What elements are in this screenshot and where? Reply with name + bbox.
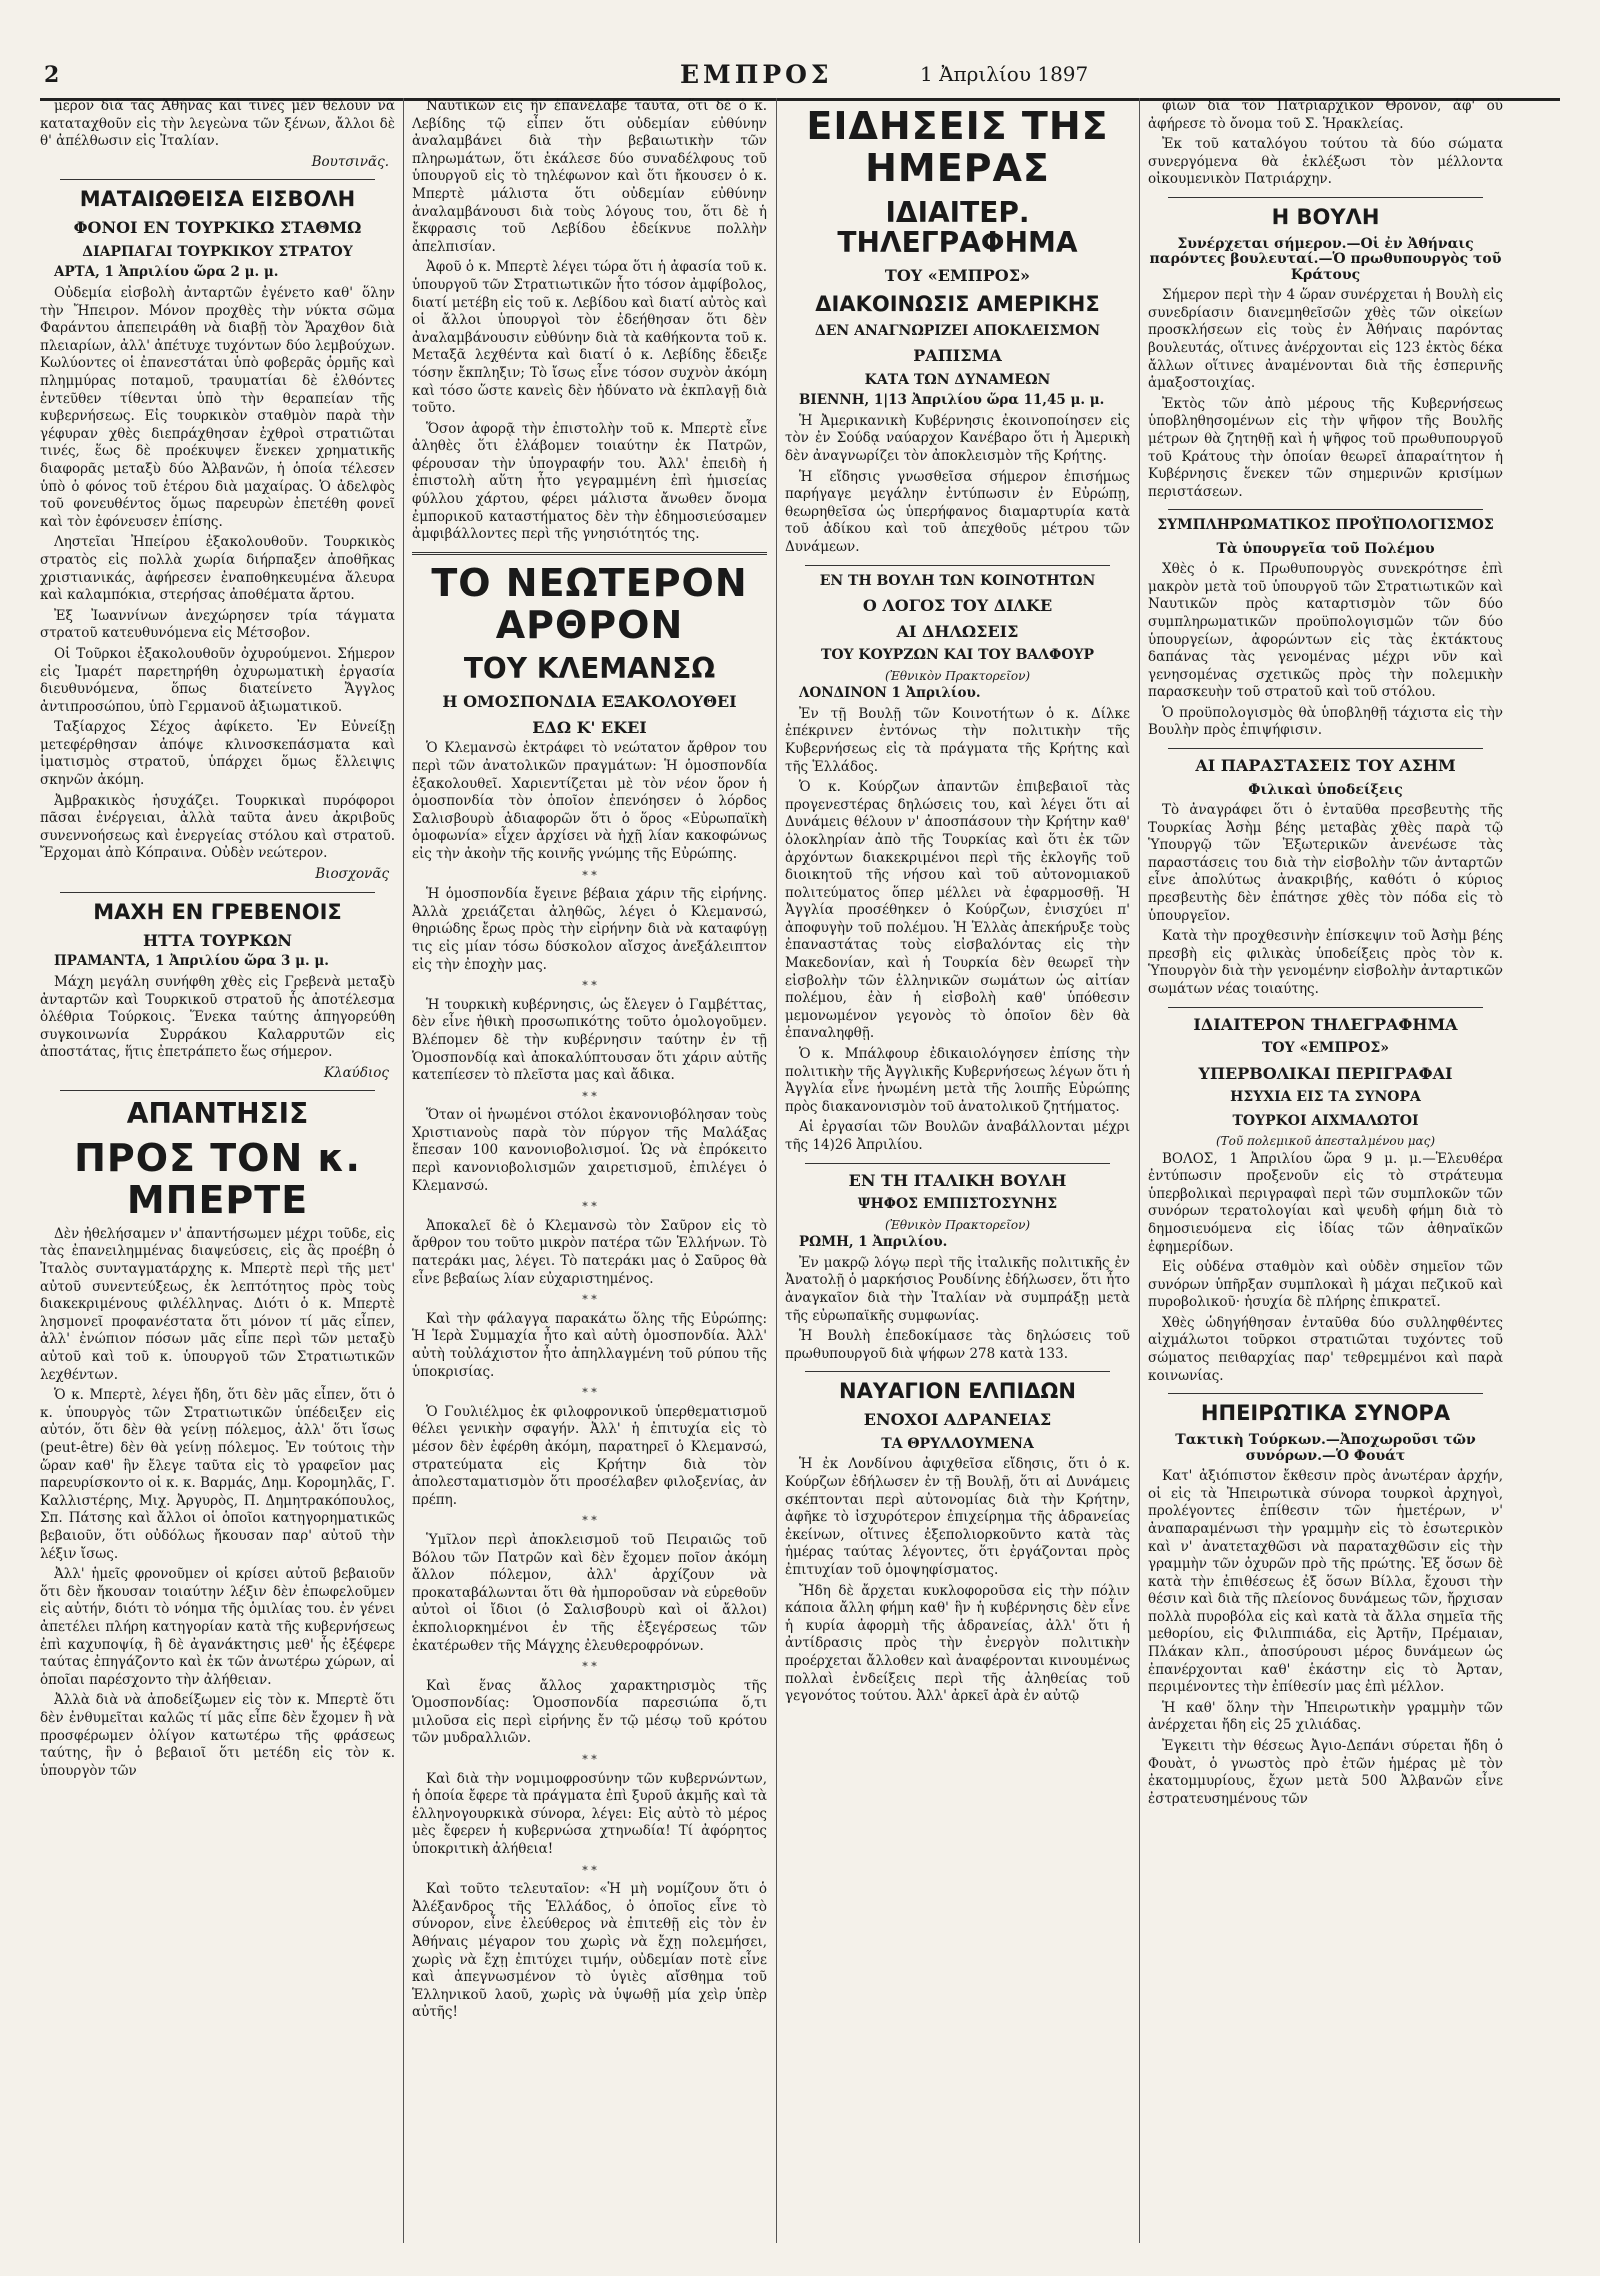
article-text: Ἡ τουρκικὴ κυβέρνησις, ὡς ἔλεγεν ὁ Γαμβέττας, δὲν εἶνε ἠθικὴ προσωπικότης τοῦτο ὁμολογοῦμεν. Βλέπομεν δὲ τὴν κυβέρνησιν ταύτην ἐν τῇ Ὁμοσπονδίᾳ καὶ ἀποκαλύπτουσαν ὅτι χάριν αὐτῆς κατεπίεσεν τὸ πλεῖστα μας καὶ ἄδικα. [412,996,767,1084]
subheadline: ΔΙΑΡΠΑΓΑΙ ΤΟΥΡΚΙΚΟΥ ΣΤΡΑΤΟΥ [82,244,353,261]
divider [60,179,375,180]
subheadline: Τὰ ὑπουργεῖα τοῦ Πολέμου [1216,540,1435,557]
divider [1168,197,1483,198]
page-number: 2 [44,62,60,88]
article-text: Ἐκτὸς τῶν ἀπὸ μέρους τῆς Κυβερνήσεως ὑποβληθησομένων εἰς τὴν ψῆφον τῆς Βουλῆς μέτρων θὰ ζητηθῇ καὶ ἡ ψῆφος τοῦ πρωθυπουργοῦ τοῦ Κράτους τὴν ὁποίαν θεωρεῖ ἀπαραίτητον ἡ Κυβέρνησις ἕνεκεν τῶν σημερινῶν κρισίμων περιστάσεων. [1148,395,1503,500]
article-text: Τὸ ἀναγράφει ὅτι ὁ ἐνταῦθα πρεσβευτὴς τῆς Τουρκίας Ἀσὴμ βέης μεταβὰς χθὲς παρὰ τῷ Ὑπουργῷ τῶν Ἐξωτερικῶν ἀνενέωσε τὰς παραστάσεις του διὰ τὴν εἰσβολὴν τῶν ἀνταρτῶν εἶνε ἀπολύτως ἀνακριβής, καθότι ὁ κύριος πρεσβευτὴς δὲν ἐπάτησε χθὲς τὸν πόδα εἰς τὸ ὑπουργεῖον. [1148,802,1503,924]
masthead [40,40,1560,92]
headline: ΤΟΥ ΚΛΕΜΑΝΣΩ [463,652,716,686]
column-1 [40,98,395,2243]
column-divider [1139,98,1140,2243]
separator-stars: * * [582,979,597,993]
subheadline: ΦΟΝΟΙ ΕΝ ΤΟΥΡΚΙΚΩ ΣΤΑΘΜΩ [73,218,362,238]
separator-stars: * * [582,1386,597,1400]
article-text: μερον διὰ τὰς Ἀθήνας καὶ τινὲς μὲν θέλουν νὰ καταταχθοῦν εἰς τὴν λεγεὼνα τῶν ξένων, ἄλλοι δὲ θ' ἀπέλθωσιν εἰς Ἰταλίαν. [40,98,395,150]
article-text: Ἀλλ' ἡμεῖς φρονοῦμεν οἱ κρίσει αὐτοῦ βεβαιοῦν ὅτι δὲν ἤκουσαν τοιαύτην λέξιν δὲν ἐπωφελοῦμεν εἰς αὐτήν, διότι τὸ νόημα τῆς ὁμιλίας του. ἐν γένει ἀπετέλει πλήρη κατηγορίαν κατὰ τῆς κυβερνήσεως ἐπὶ καχυποψίᾳ, ἢ δὲ ἀγανάκτησις μεθ' ἧς ἐξέφερε ταύτας ἐπηγάζοντο καὶ ἐκ τῶν ἀνωτέρω χώρων, αἱ ὁποῖαι παρέσχοντο τὴν ἀλήθειαν. [40,1566,395,1688]
article-text: Ὑμῖλον περὶ ἀποκλεισμοῦ τοῦ Πειραιῶς τοῦ Βόλου τῶν Πατρῶν καὶ δὲν ἔχομεν ποῖον ἀκόμη ἄλλον πόλεμον, ἀλλ' ἀρχίζουν νὰ προκαταβάλωνται ὅτι θὰ ἠμποροῦσαν νὰ εὑρεθοῦν αὐτοὶ οἱ ἴδιοι (ὁ Σαλισβουρὺ καὶ οἱ ἄλλοι) ἐκπολιορκημένοι ἐν τῆς ἐξεγέρσεως τῶν ἐκατέρωθεν τῆς Μάγχης ἐλευθεροφρόνων. [412,1531,767,1654]
subheadline: Τακτικὴ Τούρκων.—Ἀποχωροῦσι τῶν συνόρων.—Ὁ Φουάτ [1175,1432,1476,1464]
headline: ΠΡΟΣ ΤΟΝ κ. ΜΠΕΡΤΕ [74,1136,361,1223]
separator-stars: * * [582,1200,597,1214]
article-text: φίων διὰ τὸν Πατριαρχικὸν Θρόνον, ἀφ' οὗ ἀφήρεσε τὸ ὄνομα τοῦ Σ. Ἡρακλείας. [1148,98,1503,132]
article-text: Καὶ ἕνας ἄλλος χαρακτηρισμὸς τῆς Ὁμοσπονδίας: Ὁμοσπονδία παρεσιώπα ὅ,τι μιλοῦσα εἰς περὶ εἰρήνης ἔν τῷ μέσῳ τοῦ κρότου τῶν μυδραλλιῶν. [412,1677,767,1747]
article-text: ΒΟΛΟΣ, 1 Ἀπριλίου ὥρα 9 μ. μ.—Ἑλευθέρα ἐντύπωσιν προξενοῦν εἰς τὸ στράτευμα ὑπερβολικαὶ περιγραφαὶ περὶ τῶν συμπλοκῶν τῶν συνόρων τερατολογίαι καὶ ψευδὴ φήμη διὰ τὸ δημοσιευόμενα εἰς ἰδίας τῶν ἀθηναϊκῶν ἐφημερίδων. [1148,1150,1503,1255]
subheadline: ΤΑ ΘΡΥΛΛΟΥΜΕΝΑ [881,1436,1034,1453]
divider [1168,1007,1483,1008]
article-text: Ἤδη δὲ ἄρχεται κυκλοφοροῦσα εἰς τὴν πόλιν κάποια ἄλλη φήμη καθ' ἣν ἡ κυβέρνησις δὲν εἶνε ἡ κυρία ἀφορμὴ τῆς ἀδρανείας, ἀλλ' ὅτι ἡ ἀντίδρασις πρὸς τὴν ἐνεργὸν πολιτικὴν προέρχεται ἄλλοθεν καὶ ἀναφέρονται κινουμένως πολλαὶ ἐνδείξεις περὶ τῆς ἀληθείας τοῦ γεγονότος τούτου. Ἀλλ' ἀρκεῖ ἀρὰ ἐν αὐτῷ [785,1582,1130,1705]
article-text: Ἀφοῦ ὁ κ. Μπερτὲ λέγει τώρα ὅτι ἡ ἀφασία τοῦ κ. ὑπουργοῦ τῶν Στρατιωτικῶν ἦτο τόσον ἀμφίβολος, διατί μετέβη εἰς τοῦ κ. Λεβίδου καὶ διατί αὐτὸς καὶ οἱ ἄλλοι ὑπουργοὶ τὸν ἐδεήθησαν ὅτι δὲν ἀναλαμβάνουσιν εὐθύνην διὰ τὰ καθήκοντα τοῦ κ. Μεταξᾶ λεχθέντα καὶ διατί ὁ κ. Λεβίδης ἔδειξε τόσην ἔκπληξιν; Τὸ ἴσως εἶνε τόσον συχνὸν ἀκόμη καὶ τόσο ὥστε κανεὶς δὲν ἠδύνατο νὰ ἐκπλαγῇ διὰ τοῦτο. [412,259,767,417]
subheadline: ΕΔΩ Κ' ΕΚΕΙ [532,717,647,737]
article-signature: Βουτσινᾶς. [311,153,389,170]
headline: ΣΥΜΠΛΗΡΩΜΑΤΙΚΟΣ ΠΡΟΫΠΟΛΟΓΙΣΜΟΣ [1157,517,1494,534]
article-text: Δὲν ἠθελήσαμεν ν' ἀπαντήσωμεν μέχρι τοῦδε, εἰς τὰς ἐπανειλημμένας διαψεύσεις, εἰς ἃς προέβη ὁ Ἰταλὸς συνταγματάρχης κ. Μπερτὲ περὶ τῆς μετ' αὐτοῦ συνεντεύξεως, ἐκ λεπτότητος πρὸς τοὺς διακεκριμένους φιλέλληνας. Διότι ὁ κ. Μπερτὲ λησμονεῖ προφανέστατα ὅτι μόνον τί μᾶς εἶπεν, ἀλλ' ἐνώπιον πόσων μᾶς εἶπε περὶ τῶν μεταξὺ αὐτοῦ καὶ τοῦ κ. ὑπουργοῦ τῶν Στρατιωτικῶν λεχθέντων. [40,1225,395,1383]
divider [805,1163,1110,1164]
column-2 [412,98,767,2243]
news-source: (Ἐθνικὸν Πρακτορεῖον) [884,668,1031,683]
dateline: ΠΡΑΜΑΝΤΑ, 1 Ἀπριλίου ὥρα 3 μ. μ. [54,953,329,970]
divider [1168,1393,1483,1394]
subheadline: ΤΟΥ «ΕΜΠΡΟΣ» [1262,1040,1389,1057]
subheadline: ΕΝΟΧΟΙ ΑΔΡΑΝΕΙΑΣ [863,1410,1052,1430]
separator-stars: * * [582,1753,597,1767]
article-signature: Βιοσχονᾶς [315,866,389,883]
headline: ΙΔΙΑΙΤΕΡΟΝ ΤΗΛΕΓΡΑΦΗΜΑ [1193,1014,1458,1034]
news-source: (Τοῦ πολεμικοῦ ἀπεσταλμένου μας) [1215,1133,1436,1148]
dateline: ΛΟΝΔΙΝΟΝ 1 Ἀπριλίου. [799,685,981,702]
headline: Η ΒΟΥΛΗ [1271,204,1380,229]
article-text: Ἡ ἐκ Λονδίνου ἀφιχθεῖσα εἴδησις, ὅτι ὁ κ. Κούρζων ἐδήλωσεν ἐν τῇ Βουλῇ, ὅτι αἱ Δυνάμεις σκέπτονται περὶ αὐτονομίας διὰ τὴν Κρήτην, ἀφῆκε τὸ ἰσχυρότερον ἐπιχείρημα τῆς ἀδρανείας ἐκείνων, οἵτινες ἐξεπολιορκοῦντο κατὰ τὰς ἡμέρας ταύτας λέγοντες, ὅτι ἐργάζονται πρὸς ἐπιτυχίαν τοῦ ὁμοψηφίσματος. [785,1456,1130,1578]
article-text: Χθὲς ὡδηγήθησαν ἐνταῦθα δύο συλληφθέντες αἰχμάλωτοι τοῦρκοι στρατιῶται τυχόντες τοῦ σώματος πειθαρχίας παρ' τεθρεμμένοι καὶ παρὰ κοινωνίας. [1148,1314,1503,1384]
divider [60,892,375,893]
article-text: Ναυτικῶν εἰς ἣν ἐπανέλαβε ταῦτα, ὅτι δὲ ὁ κ. Λεβίδης τῷ εἶπεν ὅτι οὐδεμίαν εὐθύνην ἀναλαμβάνει διὰ τὴν βεβαιωτικὴν τῶν πληρωμάτων, ὅτι ἐκάλεσε δύο συναδέλφους τοῦ ὑπουργοῦ εἰς τὸ τηλέφωνον καὶ ὅτι ἤκουσεν ὁ κ. Μπερτὲ μάλιστα ὅτι οὐδεμίαν εὐθύνην ἀναλαμβάνουσι διὰ τοὺς λόγους του, ὅτι δὲ ἡ ἔκφρασις τοῦ Λεβίδου ἐδείκνυε πολλὴν ἀπελπισίαν. [412,98,767,255]
article-text: Ὅταν οἱ ἡνωμένοι στόλοι ἐκανονιοβόλησαν τοὺς Χριστιανοὺς παρὰ τὸν πύργον τῆς Μαλάξας ἔπεσαν 100 κανονιοβολισμοί. Ὡς νὰ ἐπρόκειτο περὶ κανονιοβολισμῶν χαιρετισμοῦ, ἐπιλέγει ὁ Κλεμανσώ. [412,1107,767,1194]
divider [805,1371,1110,1372]
article-text: Ληστεῖαι Ἠπείρου ἐξακολουθοῦν. Τουρκικὸς στρατὸς εἰς πολλὰ χωρία διήρπαξεν ἀποθῆκας χριστιανικάς, ἀφήρεσεν ἐναποθηκευμένα ἄλευρα καὶ καλαμπόκια, στερήσας ἀποθέματα ἄρτου. [40,534,395,604]
article-text: Ἐν τῇ Βουλῇ τῶν Κοινοτήτων ὁ κ. Δίλκε ἐπέκρινεν ἐντόνως τὴν πολιτικὴν τῆς Κυβερνήσεως εἰς τὰ πράγματα τῆς Κρήτης καὶ τῆς Ἑλλάδος. [785,705,1130,775]
article-text: Οὐδεμία εἰσβολὴ ἀνταρτῶν ἐγένετο καθ' ὅλην τὴν Ἤπειρον. Μόνον προχθὲς τὴν νύκτα σῶμα Φαράντου ἀπεπειράθη νὰ διαβῇ τὸν Ἄραχθον διὰ πλειαρίων, ἀλλ' ἀπέτυχε τυχόντων δύο λεμβούχων. Κωλύοντες οἱ ἐπανεστάται ὑπὸ φοβερᾶς ὁρμῆς καὶ πλημμύρας ποταμοῦ, τραυματίαι δὲ ἐλθόντες ἐντεῦθεν τίθενται ὑπὸ τὴν θεραπείαν τῆς κυβερνήσεως. Εἰς τουρκικὸν σταθμὸν παρὰ τὴν γέφυραν χθὲς διεπράχθησαν ἐχθροὶ στρατιῶται τινές, ἕως δὲ προέκυψεν ἕνεκεν χρηματικῆς διαφορᾶς μεταξὺ δύο Ἀλβανῶν, ἡ ὁποία τέλεσεν ὑπὸ ὁ φόνος τοῦ ἑτέρου διὰ μαχαίρας. Ὁ ἀδελφὸς τοῦ φονευθέντος ὅμως παρευρὼν ἐπετέθη φονεῖ καὶ τὸν ἐφόνευσεν ἐπίσης. [40,285,395,530]
article-text: Ὅσον ἀφορᾷ τὴν ἐπιστολὴν τοῦ κ. Μπερτὲ εἶνε ἀληθὲς ὅτι ἐλάβομεν τοιαύτην ἐκ Πατρῶν, φέρουσαν τὴν ὑπογραφήν του. Ἀλλ' ἐπειδὴ ἡ ἐπιστολὴ αὕτη ἦτο γεγραμμένη ἐπὶ ἡμισείας φύλλου χάρτου, φέρει μάλιστα ἄνωθεν ὄνομα ἐμπορικοῦ καταστήματος δὲν τὴν ἐδημοσιεύσαμεν ἀμφιβάλλοντες περὶ τῆς γνησιότητός της. [412,420,767,543]
column-3 [785,98,1130,2243]
article-text: Ἀποκαλεῖ δὲ ὁ Κλεμανσὼ τὸν Σαῦρον εἰς τὸ ἄρθρον του τοῦτο μικρὸν πατέρα τῶν Ἑλλήνων. Τὸ πατεράκι μας, λέγει. Τὸ πατεράκι μας ὁ Σαῦρος θὰ εἶνε βεβαίως λίαν εὐχαριστημένος. [412,1217,767,1287]
divider [805,565,1110,566]
article-text: Ἀμβρακικὸς ἡσυχάζει. Τουρκικαὶ πυρόφοροι πᾶσαι ἐνέργειαι, ἀλλὰ ταῦτα ἀνευ ἀκριβοῦς συνεννοήσεως καὶ ἐνεργείας στόλου καὶ στρατοῦ. Ἔρχομαι ἀπὸ Κόπραινα. Οὐδὲν νεώτερον. [40,792,395,862]
subheadline: ΑΙ ΔΗΛΩΣΕΙΣ [896,621,1019,641]
article-text: Ὁ κ. Μπερτὲ, λέγει ἤδη, ὅτι δὲν μᾶς εἶπεν, ὅτι ὁ κ. ὑπουργὸς τῶν Στρατιωτικῶν ὑπέδειξεν εἰς αὐτόν, ὅτι δὲν θὰ γείνῃ πόλεμος, ἀλλ' ὅτι ἴσως (peut-être) δὲν θὰ γείνῃ πόλεμος. Ἐν τούτοις τὴν ὥραν καθ' ἣν ἔλεγε ταῦτα εἰς τὸ γραφεῖον μας παρευρίσκοντο οἱ κ. κ. Βαρμάς, Δημ. Κορομηλᾶς, Γ. Καλλιστέρης, Μιχ. Ἀργυρὸς, Π. Δημητρακόπουλος, Σπ. Πάτσης καὶ ἄλλοι οἱ ὁποῖοι κατηγορηματικῶς βεβαιοῦν, ὅτι οὐδόλως ἤκουσαν παρ' αὐτοῦ τὴν λέξιν ἴσως. [40,1387,395,1562]
article-text: Ὁ Κλεμανσὼ ἐκτράφει τὸ νεώτατον ἄρθρον του περὶ τῶν ἀνατολικῶν πραγμάτων: Ἡ ὁμοσπονδία ἐξακολουθεῖ. Χαριεντίζεται μὲ τὸν νέον ὅρον ἡ ὁμοσπονδία τὸν ὁποῖον ἐπενόησεν ὁ λόρδος Σαλισβουρὺ ἀδιαφορῶν ὅτι ὁ ὅρος «Εὐρωπαϊκὴ ὁμοφωνία» εἶχεν ἀρχίσει νὰ ἠχῇ λίαν κακοφώνως εἰς τὴν ἀκοὴν τῆς κοινῆς γνώμης τῆς Εὐρώπης. [412,740,767,862]
article-text: Ἐκ τοῦ καταλόγου τούτου τὰ δύο σώματα συνεργόμενα θὰ ἐκλέξωσι τὸν μέλλοντα οἰκουμενικὸν Πατριάρχην. [1148,136,1503,188]
divider [1168,748,1483,749]
headline: ΕΝ ΤΗ ΒΟΥΛΗ ΤΩΝ ΚΟΙΝΟΤΗΤΩΝ [819,572,1096,589]
subheadline: ΡΑΠΙΣΜΑ [913,346,1002,366]
column-4 [1148,98,1503,2243]
article-text: Αἱ ἐργασίαι τῶν Βουλῶν ἀναβάλλονται μέχρι τῆς 14)26 Ἀπριλίου. [785,1119,1130,1153]
dateline: ΒΙΕΝΝΗ, 1|13 Ἀπριλίου ὥρα 11,45 μ. μ. [799,392,1105,409]
article-text: Οἱ Τοῦρκοι ἐξακολουθοῦν ὀχυρούμενοι. Σήμερον εἰς Ἰμαρέτ παρετηρήθη ὀχυρωματικὴ ἐργασία διευθυνόμενα, ὅπως διατείνετο Ἄγγλος ἀντιπροσώπου, ὑπὸ Γερμανοῦ ἀξιωματικοῦ. [40,645,395,715]
article-text: Εἰς οὐδένα σταθμὸν καὶ οὐδὲν σημεῖον τῶν συνόρων ὑπῆρξαν συμπλοκαὶ ἢ μάχαι πεζικοῦ καὶ πυροβολικοῦ· ἡσυχία δὲ πλήρης ἐπικρατεῖ. [1148,1259,1503,1311]
article-text: Κατὰ τὴν προχθεσινὴν ἐπίσκεψιν τοῦ Ἀσὴμ βέης πρεσβὴ εἰς φιλικὰς ὑποδείξεις πρὸς τὸν κ. Ὑπουργὸν διὰ τὴν γενομένην εἰσβολὴν ἀνταρτικῶν σωμάτων νέας τοιαύτης. [1148,928,1503,997]
separator-stars: * * [582,1089,597,1103]
article-signature: Κλαύδιος [323,1064,389,1081]
article-text: Χθὲς ὁ κ. Πρωθυπουργὸς συνεκρότησε ἐπὶ μακρὸν μετὰ τοῦ ὑπουργοῦ τῶν Στρατιωτικῶν καὶ Ναυτικῶν πρὸς καταρτισμὸν τῶν δύο συμπληρωματικῶν προϋπολογισμῶν τῶν δύο ὑπουργείων, ἀφορώντων εἰς τὰς ἐκτάκτους δαπάνας τὰς γενομένας μέχρι νῦν καὶ γενησομένας σχετικῶς πρὸς τὴν πολεμικὴν παρασκευὴν τοῦ στρατοῦ καὶ τοῦ στόλου. [1148,561,1503,701]
headline: ΜΑΧΗ ΕΝ ΓΡΕΒΕΝΟΙΣ [93,899,342,924]
article-text: Ἡ Βουλὴ ἐπεδοκίμασε τὰς δηλώσεις τοῦ πρωθυπουργοῦ διὰ ψήφων 278 κατὰ 133. [785,1328,1130,1362]
article-text: Ἡ εἴδησις γνωσθεῖσα σήμερον ἐπισήμως παρήγαγε μεγάλην ἐντύπωσιν ἐν Εὐρώπῃ, θεωρηθεῖσα ὡς ὑπερήφανος διαμαρτυρία κατὰ τοῦ ἀδίκου καὶ τοῦ ἀπεχθοῦς μέτρου τῶν Δυνάμεων. [785,468,1130,555]
subheadline: Συνέρχεται σήμερον.—Οἱ ἐν Ἀθήναις παρόντες βουλευταί.—Ὁ πρωθυπουργὸς τοῦ Κράτους [1149,236,1502,283]
headline: ΔΙΑΚΟΙΝΩΣΙΣ ΑΜΕΡΙΚΗΣ [815,291,1100,316]
paper-name: ΕΜΠΡΟΣ [680,60,833,89]
subheadline: Η ΟΜΟΣΠΟΝΔΙΑ ΕΞΑΚΟΛΟΥΘΕΙ [442,692,737,712]
article-text: Ὁ κ. Κούρζων ἀπαντῶν ἐπιβεβαιοῖ τὰς προγενεστέρας δηλώσεις του, καὶ λέγει ὅτι αἱ Δυνάμεις θέλουν ν' ἀποσπάσουν τὴν Κρήτην καθ' ὁλοκληρίαν ἀπὸ τῆς Τουρκίας καὶ ὅτι ἐκ τῶν ἀρχόντων διακεκριμένοι περὶ τῆς ἐκλογῆς τοῦ διοικητοῦ τῆς νήσου καὶ τοῦ αὐτονομιακοῦ πολιτεύματος ὅπερ μέλλει νὰ ἐφαρμοσθῇ. Ἡ Ἀγγλία προσέθηκεν ὁ Κούρζων, ἐνισχύει π' ἀποφυγὴν τοῦ πολέμου. Ἡ Ἑλλὰς ἀπεκήρυξε τοὺς ἐπαναστάτας τοὺς εἰσβαλόντας εἰς τὴν Μακεδονίαν, καὶ ἡ Τουρκία δὲν θεωρεῖ τὴν εἰσβολὴν τῶν ἑλληνικῶν σωμάτων ὡς αἰτίαν πολέμου, ἐὰν ἡ εἰσβολὴ καθ' ὑπόθεσιν μεμονωμένον γεγονὸς τὸ ὁποῖον δὲν θὰ ἐπαναληφθῇ. [785,779,1130,1042]
news-source: (Ἐθνικὸν Πρακτορεῖον) [884,1217,1031,1232]
headline: ΝΑΥΑΓΙΟΝ ΕΛΠΙΔΩΝ [839,1379,1076,1404]
subheadline: Ο ΛΟΓΟΣ ΤΟΥ ΔΙΛΚΕ [862,595,1053,615]
headline: ΑΠΑΝΤΗΣΙΣ [126,1097,309,1131]
separator-stars: * * [582,1660,597,1674]
divider [1168,509,1483,510]
dateline: ΡΩΜΗ, 1 Ἀπριλίου. [799,1234,948,1251]
headline: ΜΑΤΑΙΩΘΕΙΣΑ ΕΙΣΒΟΛΗ [79,187,356,212]
subheadline: Φιλικαὶ ὑποδείξεις [1248,781,1403,798]
article-text: Καὶ διὰ τὴν νομιμοφροσύνην τῶν κυβερνώντων, ἡ ὁποία ἔφερε τὰ πράγματα ἐπὶ ξυροῦ ἀκμῆς καὶ τὰ ἑλληνογουρκικὰ σύνορα, λέγει: Εἰς αὐτὸ τὸ μέρος μὲς ἔφερεν ἡ κυβερνώσα χτηνωδία! Τί ἀφόρητος ὑποκριτικὴ ἀλήθεια! [412,1770,767,1858]
headline: ΙΔΙΑΙΤΕΡ. ΤΗΛΕΓΡΑΦΗΜΑ [837,195,1078,260]
article-text: Καὶ τοῦτο τελευταῖον: «Ἡ μὴ νομίζουν ὅτι ὁ Ἀλέξανδρος τῆς Ἑλλάδος, ὁ ὁποῖος εἶνε τὸ σύνορον, εἶνε ἐλεύθερος νὰ ἐπιτεθῇ εἰς τὸν ἐν Ἀθήναις μέγαρον του χωρὶς νὰ ἔχῃ πολεμήσει, χωρὶς νὰ ἔχῃ ἐπιτύχει τιμήν, οὐδεμίαν ποτὲ εἶνε καὶ ἀπεγνωσμένον τὸ ὑγιὲς αἴσθημα τοῦ Ἑλληνικοῦ λαοῦ, χωρὶς νὰ ὑψωθῇ μία χεὶρ ὑπὲρ αὐτῆς! [412,1881,767,2021]
article-text: Μάχη μεγάλη συνήφθη χθὲς εἰς Γρεβενὰ μεταξὺ ἀνταρτῶν καὶ Τουρκικοῦ στρατοῦ ἧς ἀποτέλεσμα ὀλέθρια Τούρκοις. Ἕνεκα ταύτης ἀπηγορεύθη συγκοινωνία Συρράκου Καλαρρυτῶν εἰς ἀποστάτας, ἥτις ἐπετράπετο ἕως σήμερον. [40,973,395,1061]
article-text: Ἡ ὁμοσπονδία ἔγεινε βέβαια χάριν τῆς εἰρήνης. Ἀλλὰ χρειάζεται ἀληθῶς, λέγει ὁ Κλεμανσώ, θηριώδης ἔρως πρὸς τὴν εἰρήνην διὰ νὰ καταφύγῃ τις εἰς μίαν τόσω δύσκολον αἴσχος ἀνεξάλειπτον εἰς τὴν ἐποχὴν μας. [412,886,767,973]
article-text: Ὁ Γουλιέλμος ἐκ φιλοφρονικοῦ ὑπερθεματισμοῦ θέλει γενικὴν σφαγήν. Ἀλλ' ἡ ἐπιτυχία εἰς τὸ μέσον δὲν ἐφέρθη ἀκόμη, παρατηρεῖ ὁ Κλεμανσώ, στρατεύματα εἰς Κρήτην διὰ τὸν ἀπολεσταματισμὸν ὅτι προσέλαβεν φιλοξενίας, ἀν πρέπη. [412,1403,767,1508]
subheadline: ΤΟΥ «ΕΜΠΡΟΣ» [884,266,1031,286]
subheadline: ΥΠΕΡΒΟΛΙΚΑΙ ΠΕΡΙΓΡΑΦΑΙ [1198,1063,1453,1083]
dateline: ΑΡΤΑ, 1 Ἀπριλίου ὥρα 2 μ. μ. [54,264,279,281]
headline: ΕΝ ΤΗ ΙΤΑΛΙΚΗ ΒΟΥΛΗ [848,1170,1067,1190]
article-text: Ἐξ Ἰωαννίνων ἀνεχώρησεν τρία τάγματα στρατοῦ κατευθυνόμενα εἰς Μέτσοβον. [40,607,395,642]
article-text: Ἡ καθ' ὅλην τὴν Ἠπειρωτικὴν γραμμὴν τῶν ἀνέρχεται ἤδη εἰς 25 χιλιάδας. [1148,1699,1503,1734]
subheadline: ΨΗΦΟΣ ΕΜΠΙΣΤΟΣΥΝΗΣ [857,1196,1058,1213]
headline: ΑΙ ΠΑΡΑΣΤΑΣΕΙΣ ΤΟΥ ΑΣΗΜ [1195,756,1456,776]
subheadline: ΔΕΝ ΑΝΑΓΝΩΡΙΖΕΙ ΑΠΟΚΛΕΙΣΜΟΝ [814,322,1101,339]
headline: ΗΠΕΙΡΩΤΙΚΑ ΣΥΝΟΡΑ [1200,1401,1451,1426]
separator-stars: * * [582,868,597,882]
divider [60,1090,375,1091]
section-headline: ΕΙΔΗΣΕΙΣ ΤΗΣ ΗΜΕΡΑΣ [806,104,1109,190]
article-text: Ἀλλὰ διὰ νὰ ἀποδείξωμεν εἰς τὸν κ. Μπερτὲ ὅτι δὲν ἐνθυμεῖται καλῶς τί μᾶς εἶπε δὲν ἔχομεν ἢ νὰ προσφέρωμεν ὀλίγον κατωτέρω τῆς φράσεως ταύτης, ἣν ὁ βεβαιοῖ ὅτι μετέδη εἰς τὸν κ. ὑπουργὸν τῶν [40,1692,395,1779]
headline: ΤΟ ΝΕΩΤΕΡΟΝ ΑΡΘΡΟΝ [431,560,748,647]
article-text: Κατ' ἀξιόπιστον ἔκθεσιν πρὸς ἀνωτέραν ἀρχήν, οἱ εἰς τὰ Ἠπειρωτικὰ σύνορα τουρκοὶ ἀρχηγοὶ, προλέγοντες ἐπίθεσιν τῶν ἡμετέρων, ν' ἀναπαραμένωσι τὴν γραμμὴν εἰς τὸ ἐσωτερικὸν καὶ ν' ἀνατεταχθῶσι νὰ παραταχθῶσιν εἰς τὴν γραμμὴν τῶν ὀχυρῶν πρὸ τῆς πρώτης. Ἐξ ὅσων δὲ κατὰ τὴν ἐπιθέσεως ἐξ ὅσων Βίλλα, ἔχουσι τὴν θέσιν καὶ διὰ τῆς πλείονος δυνάμεως τῶν, ἤρχισαν πολλὰ πυροβόλα εἰς καὶ κατὰ τὰ ἄλλα σημεῖα τῆς μεθορίου, εἰς Φιλιππιάδα, εἰς Ἀρτῆν, Πρέμαιαν, Πλάκαν κλπ., ἀποσύρουσι μέρος δυνάμεων ὡς ἐπανέρχονται καθ' ἑκάστην εἰς τὸ Ἀρταν, περιμένοντες τὴν ἐπίθεσίν μας ἐπὶ μέλλον. [1148,1468,1503,1696]
subheadline: ΗΤΤΑ ΤΟΥΡΚΩΝ [143,930,292,950]
issue-date: 1 Ἀπριλίου 1897 [920,62,1089,86]
subheadline: ΗΣΥΧΙΑ ΕΙΣ ΤΑ ΣΥΝΟΡΑ [1230,1089,1421,1106]
article-text: Ταξίαρχος Σέχος ἀφίκετο. Ἐν Εὐνείξῃ μετεφέρθησαν ἀπόψε κλινοσκεπάσματα καὶ ἱματισμὸς στρατοῦ, ὑπάρχει ὅμως ἔλλειψις σκηνῶν ἀκόμη. [40,719,395,789]
divider [412,552,767,555]
article-text: Καὶ τὴν φάλαγγα παρακάτω ὅλης τῆς Εὐρώπης: Ἡ Ἱερὰ Συμμαχία ἦτο καὶ αὐτὴ ὁμοσπονδία. Ἀλλ' αὐτὴ τοὐλάχιστον ἦτο ἀπηλλαγμένη τοῦ ρύπου τῆς ὑποκρισίας. [412,1310,767,1380]
column-divider [403,98,404,2243]
separator-stars: * * [582,1514,597,1528]
article-text: Ὁ προϋπολογισμὸς θὰ ὑποβληθῇ τάχιστα εἰς τὴν Βουλὴν πρὸς ἐπιψήφισιν. [1148,704,1503,739]
subheadline: ΚΑΤΑ ΤΩΝ ΔΥΝΑΜΕΩΝ [864,371,1051,388]
subheadline: ΤΟΥ ΚΟΥΡΖΩΝ ΚΑΙ ΤΟΥ ΒΑΛΦΟΥΡ [820,647,1095,664]
article-text: Σήμερον περὶ τὴν 4 ὥραν συνέρχεται ἡ Βουλὴ εἰς συνεδρίασιν διανεμηθεῖσῶν χθὲς τῶν οἰκείων προσκλήσεων εἰς τοὺς ἐν Ἀθήναις παρόντας βουλευτάς, οἵτινες ἀνέρχονται εἰς 123 ἐκτὸς δέκα ἄλλων οἵτινες ἀναμένονται διὰ τῆς ἑσπερινῆς ἁμαξοστοιχίας. [1148,287,1503,392]
column-divider [776,98,777,2243]
separator-stars: * * [582,1293,597,1307]
separator-stars: * * [582,1863,597,1877]
subheadline: ΤΟΥΡΚΟΙ ΑΙΧΜΑΛΩΤΟΙ [1232,1112,1419,1129]
article-text: Ἐγκειτι τὴν θέσεως Ἀγιο-Δεπάνι σύρεται ἤδη ὁ Φουὰτ, ὁ γνωστὸς πρὸ ἐτῶν ἡμέρας μὲ τὸν ἐκατομμυρίους, ἔχων μετὰ 500 Ἀλβανῶν εἶνε ἐστρατευσημένους τῶν [1148,1738,1503,1807]
article-text: Ἡ Ἀμερικανικὴ Κυβέρνησις ἐκοινοποίησεν εἰς τὸν ἐν Σούδᾳ ναύαρχον Κανέβαρο ὅτι ἡ Ἀμερικὴ δὲν ἀναγνωρίζει τὸν ἀποκλεισμὸν τῆς Κρήτης. [785,412,1130,465]
article-text: Ὁ κ. Μπάλφουρ ἐδικαιολόγησεν ἐπίσης τὴν πολιτικὴν τῆς Ἀγγλικῆς Κυβερνήσεως λέγων ὅτι ἡ Ἀγγλία εἶνε ἡνωμένη μετὰ τῆς λοιπῆς Εὐρώπης πρὸς διακανονισμὸν τοῦ ἀνατολικοῦ ζητήματος. [785,1046,1130,1115]
article-text: Ἐν μακρῷ λόγῳ περὶ τῆς ἰταλικῆς πολιτικῆς ἐν Ἀνατολῇ ὁ μαρκήσιος Ρουδίνης ἐδήλωσεν, ὅτι ἦτο ἀναγκαῖον διὰ τὴν Ἰταλίαν νὰ συμπράξῃ μετὰ τῆς εὐρωπαϊκῆς συμφωνίας. [785,1254,1130,1324]
